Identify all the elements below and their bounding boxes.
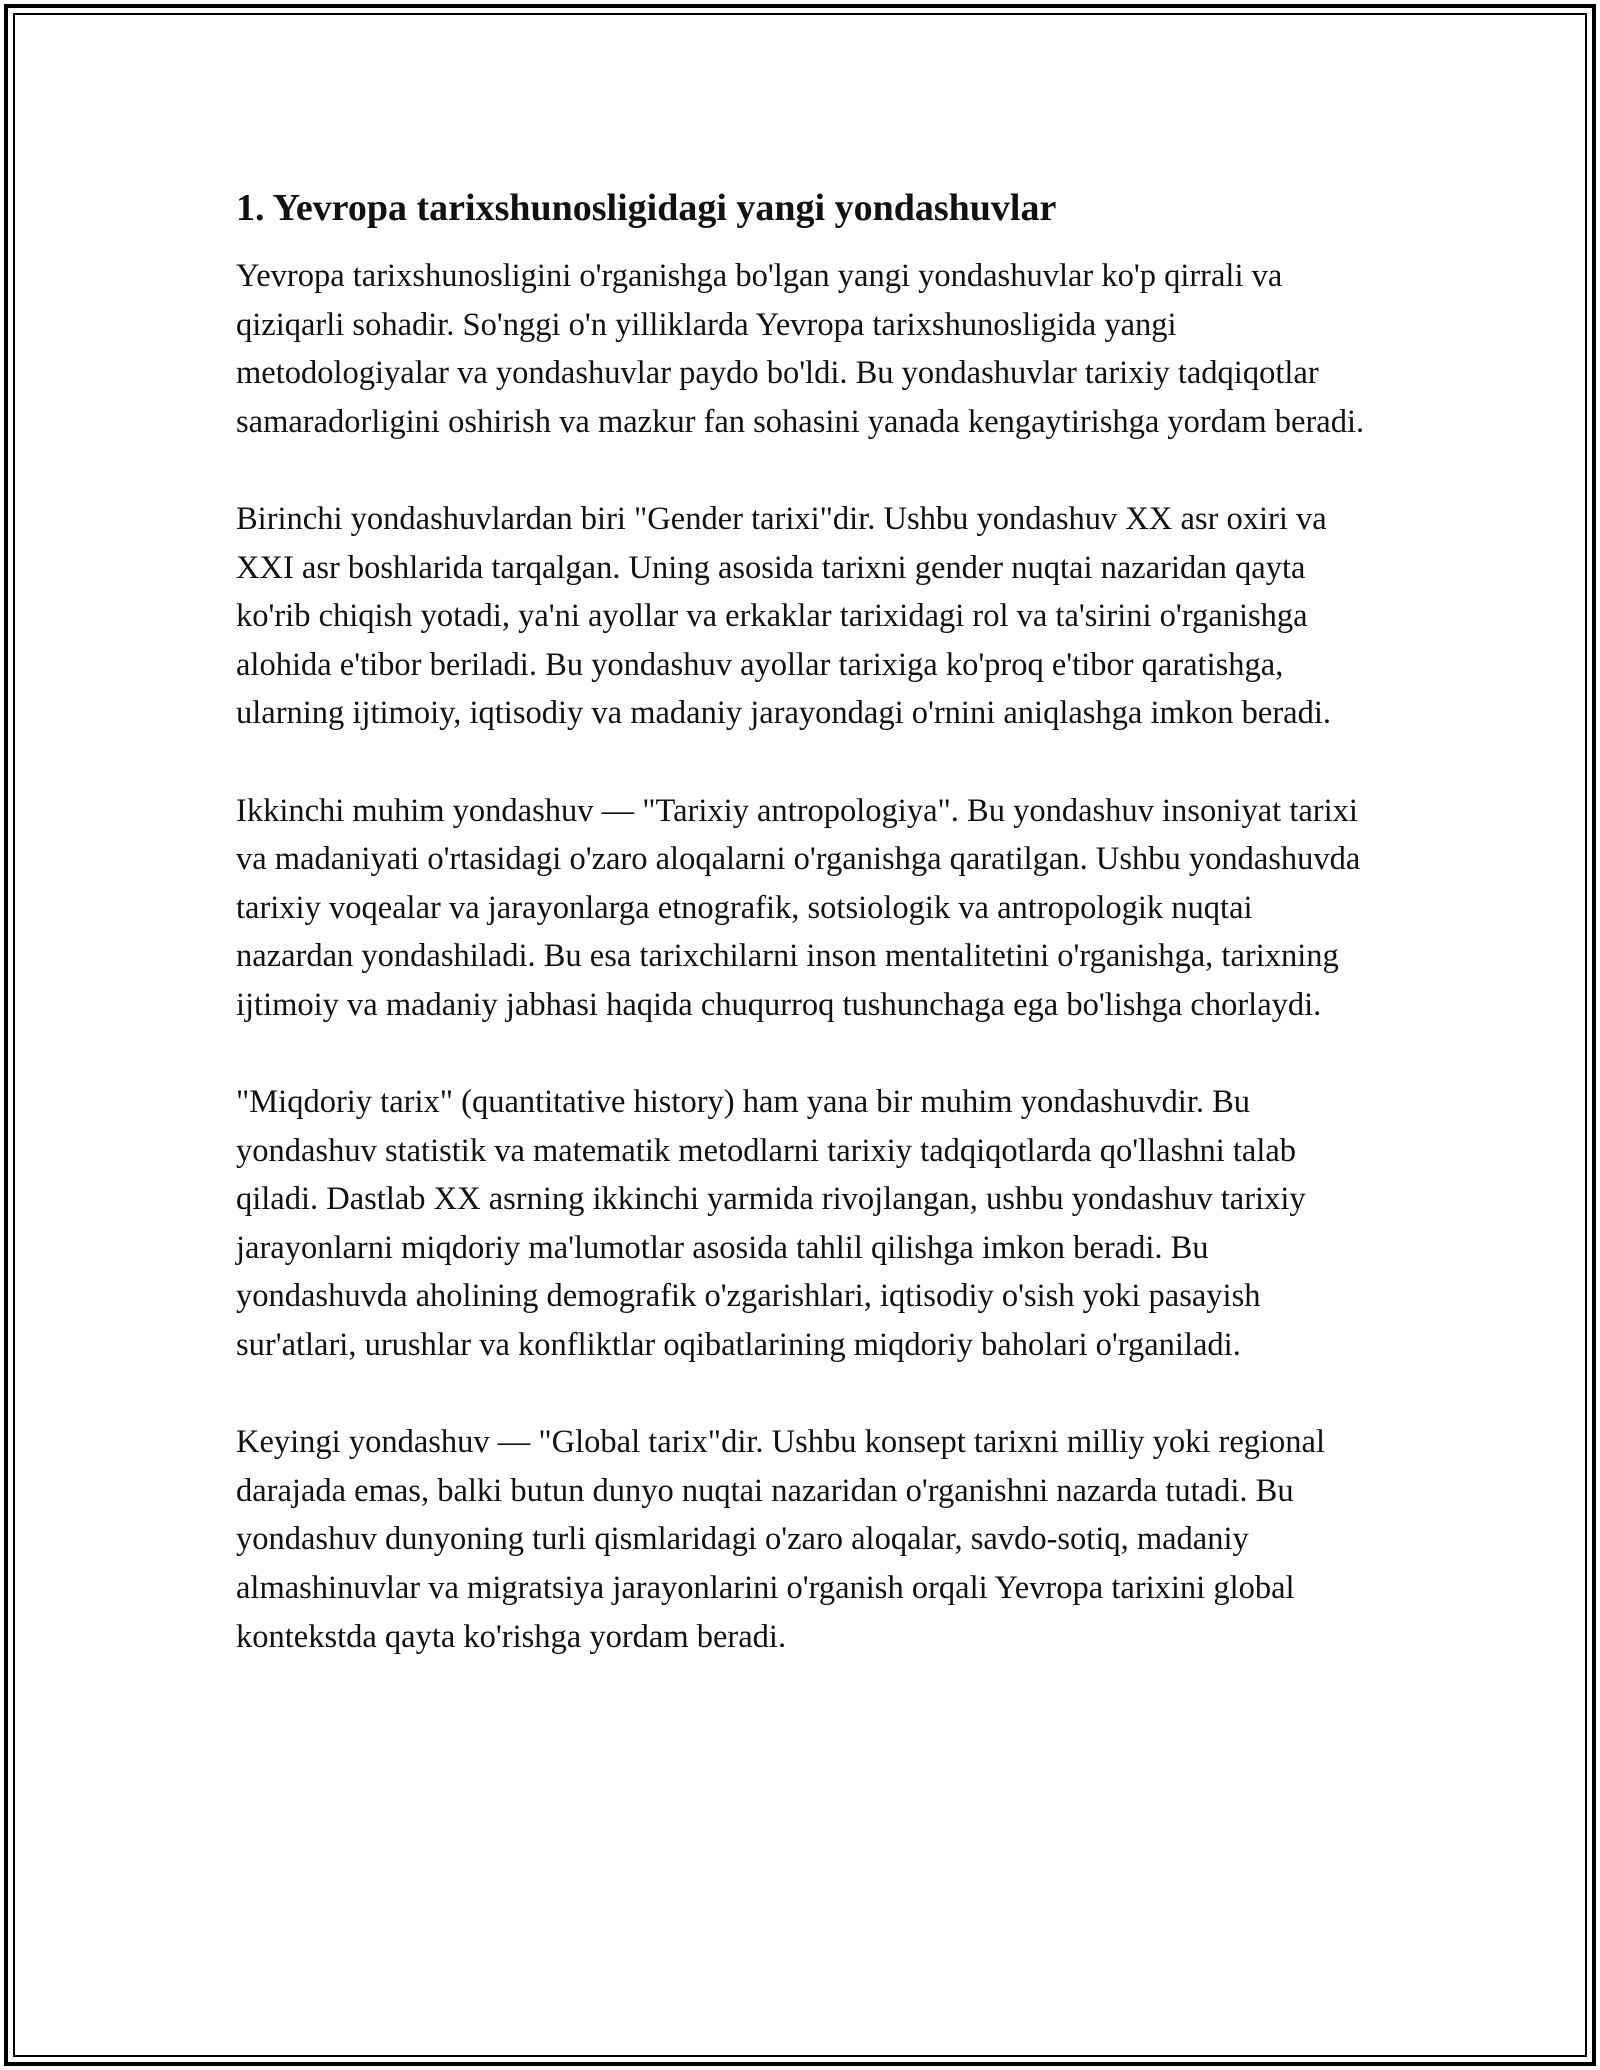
paragraph-intro: Yevropa tarixshunosligini o'rganishga bo'lgan yangi yondashuvlar ko'p qirrali va qiziqarli sohadir. So'nggi o'n yilliklarda Yevropa tarixshunosligida yangi metodologiyalar va yondashuvlar paydo bo'ldi. Bu yondashuvlar tarixiy tadqiqotlar samaradorligini oshirish va mazkur fan sohasini yanada kengaytirishga yordam beradi. bbox=[236, 258, 1365, 440]
paragraph-gender-history: Birinchi yondashuvlardan biri "Gender tarixi"dir. Ushbu yondashuv XX asr oxiri va XXI asr boshlarida tarqalgan. Uning asosida tarixni gender nuqtai nazaridan qayta ko'rib chiqish yotadi, ya'ni ayollar va erkaklar tarixidagi rol va ta'sirini o'rganishga alohida e'tibor beriladi. Bu yondashuv ayollar tarixiga ko'proq e'tibor qaratishga, ularning ijtimoiy, iqtisodiy va madaniy jarayondagi o'rnini aniqlashga imkon beradi. bbox=[236, 500, 1331, 732]
paragraph-quantitative-history: "Miqdoriy tarix" (quantitative history) ham yana bir muhim yondashuvdir. Bu yondashuv statistik va matematik metodlarni tarixiy tadqiqotlarda qo'llashni talab qiladi. Dastlab XX asrning ikkinchi yarmida rivojlangan, ushbu yondashuv tarixiy jarayonlarni miqdoriy ma'lumotlar asosida tahlil qilishga imkon beradi. Bu yondashuvda aholining demografik o'zgarishlari, iqtisodiy o'sish yoki pasayish sur'atlari, urushlar va konfliktlar oqibatlarining miqdoriy baholari o'rganiladi. bbox=[236, 1084, 1306, 1364]
section-heading: 1. Yevropa tarixshunosligidagi yangi yondashuvlar bbox=[236, 187, 1057, 229]
document-body bbox=[236, 184, 1376, 1710]
paragraph-global-history: Keyingi yondashuv — "Global tarix"dir. Ushbu konsept tarixni milliy yoki regional darajada emas, balki butun dunyo nuqtai nazaridan o'rganishni nazarda tutadi. Bu yondashuv dunyoning turli qismlaridagi o'zaro aloqalar, savdo-sotiq, madaniy almashinuvlar va migratsiya jarayonlarini o'rganish orqali Yevropa tarixini global kontekstda qayta ko'rishga yordam beradi. bbox=[236, 1424, 1325, 1655]
paragraph-historical-anthropology: Ikkinchi muhim yondashuv — "Tarixiy antropologiya". Bu yondashuv insoniyat tarixi va madaniyati o'rtasidagi o'zaro aloqalarni o'rganishga qaratilgan. Ushbu yondashuvda tarixiy voqealar va jarayonlarga etnografik, sotsiologik va antropologik nuqtai nazardan yondashiladi. Bu esa tarixchilarni inson mentalitetini o'rganishga, tarixning ijtimoiy va madaniy jabhasi haqida chuqurroq tushunchaga ega bo'lishga chorlaydi. bbox=[236, 792, 1361, 1023]
